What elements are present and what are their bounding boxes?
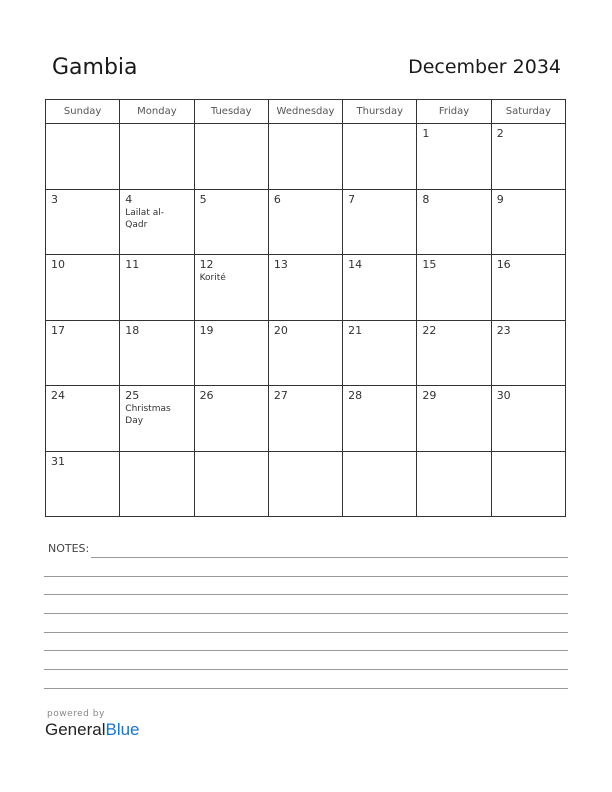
day-cell xyxy=(417,255,491,321)
day-cell xyxy=(343,451,417,517)
day-number: 18 xyxy=(125,323,140,337)
day-number: 10 xyxy=(51,258,65,271)
day-number: 9 xyxy=(496,192,504,206)
day-cell xyxy=(120,189,194,255)
day-cell xyxy=(46,451,120,517)
day-number: 26 xyxy=(199,389,214,402)
note-line xyxy=(44,650,568,651)
day-cell xyxy=(268,189,342,255)
weekday-header: Sunday xyxy=(46,100,120,124)
calendar-week-row xyxy=(46,320,566,386)
weekday-header: Tuesday xyxy=(194,100,268,124)
holiday-label: Korité xyxy=(199,273,226,283)
holiday-label: Christmas Day xyxy=(125,404,171,426)
day-cell xyxy=(46,255,120,321)
day-cell xyxy=(120,451,194,517)
day-number: 27 xyxy=(273,389,288,402)
day-cell xyxy=(194,124,268,190)
note-line xyxy=(44,613,568,614)
day-cell xyxy=(491,320,565,386)
day-cell xyxy=(343,124,417,190)
day-number: 8 xyxy=(422,192,430,206)
note-line xyxy=(44,594,568,595)
day-cell xyxy=(268,255,342,321)
day-cell xyxy=(120,124,194,190)
day-cell xyxy=(120,320,194,386)
day-cell xyxy=(491,386,565,452)
brand-name-blue: Blue xyxy=(105,720,140,739)
day-cell xyxy=(417,451,491,517)
day-number: 28 xyxy=(348,389,363,402)
day-number: 23 xyxy=(496,323,511,337)
day-cell xyxy=(194,320,268,386)
day-cell xyxy=(417,320,491,386)
day-number: 29 xyxy=(422,389,437,402)
day-cell xyxy=(491,124,565,190)
day-cell xyxy=(268,386,342,452)
month-year-title: December 2034 xyxy=(408,56,561,78)
note-line xyxy=(44,576,568,577)
weekday-header: Saturday xyxy=(491,100,565,124)
day-cell xyxy=(194,189,268,255)
note-line xyxy=(91,557,568,558)
day-cell xyxy=(491,451,565,517)
day-number: 12 xyxy=(199,258,214,271)
day-cell xyxy=(194,386,268,452)
day-number: 21 xyxy=(348,323,363,337)
day-cell xyxy=(46,320,120,386)
calendar-week-row xyxy=(46,189,566,255)
day-number: 14 xyxy=(348,258,363,271)
day-cell xyxy=(268,451,342,517)
day-cell xyxy=(194,451,268,517)
day-cell xyxy=(343,189,417,255)
notes-label: NOTES: xyxy=(48,542,90,555)
day-number: 11 xyxy=(125,258,140,271)
day-number: 30 xyxy=(496,389,511,402)
brand-name xyxy=(45,720,140,740)
day-cell xyxy=(46,189,120,255)
note-line xyxy=(44,632,568,633)
note-line xyxy=(44,669,568,670)
day-number: 6 xyxy=(273,192,281,206)
day-number: 5 xyxy=(199,192,207,206)
day-number: 1 xyxy=(422,127,430,140)
day-number: 25 xyxy=(125,389,140,402)
day-number: 4 xyxy=(125,192,133,206)
day-number: 15 xyxy=(422,258,437,271)
day-number: 20 xyxy=(273,323,288,337)
powered-by-text: powered by xyxy=(47,709,105,719)
day-number: 16 xyxy=(496,258,511,271)
day-number: 17 xyxy=(51,323,65,337)
calendar-week-row xyxy=(46,255,566,321)
country-title: Gambia xyxy=(52,55,138,80)
day-number: 2 xyxy=(496,127,504,140)
day-cell xyxy=(268,320,342,386)
holiday-label: Lailat al-Qadr xyxy=(125,207,164,230)
weekday-header: Wednesday xyxy=(268,100,342,124)
day-cell xyxy=(194,255,268,321)
brand-name-general: General xyxy=(45,720,106,739)
day-cell xyxy=(417,386,491,452)
day-cell xyxy=(491,255,565,321)
calendar-week-row xyxy=(46,124,566,190)
weekday-header: Monday xyxy=(120,100,194,124)
day-cell xyxy=(343,320,417,386)
calendar-week-row xyxy=(46,451,566,517)
brand-logo xyxy=(45,709,140,740)
weekday-header: Thursday xyxy=(343,100,417,124)
calendar-grid xyxy=(45,99,566,517)
day-number: 13 xyxy=(273,258,288,271)
day-number: 24 xyxy=(51,389,65,402)
day-cell xyxy=(120,255,194,321)
day-number: 3 xyxy=(51,192,58,206)
day-cell xyxy=(417,124,491,190)
day-number: 31 xyxy=(51,454,65,468)
day-cell xyxy=(268,124,342,190)
weekday-header: Friday xyxy=(417,100,491,124)
day-cell xyxy=(46,124,120,190)
note-line xyxy=(44,688,568,689)
day-cell xyxy=(417,189,491,255)
day-number: 19 xyxy=(199,323,214,337)
day-cell xyxy=(46,386,120,452)
day-number: 22 xyxy=(422,323,437,337)
day-cell xyxy=(343,255,417,321)
day-cell xyxy=(343,386,417,452)
day-cell xyxy=(120,386,194,452)
calendar-week-row xyxy=(46,386,566,452)
weekday-header-row xyxy=(46,100,566,124)
day-cell xyxy=(491,189,565,255)
day-number: 7 xyxy=(348,192,356,206)
